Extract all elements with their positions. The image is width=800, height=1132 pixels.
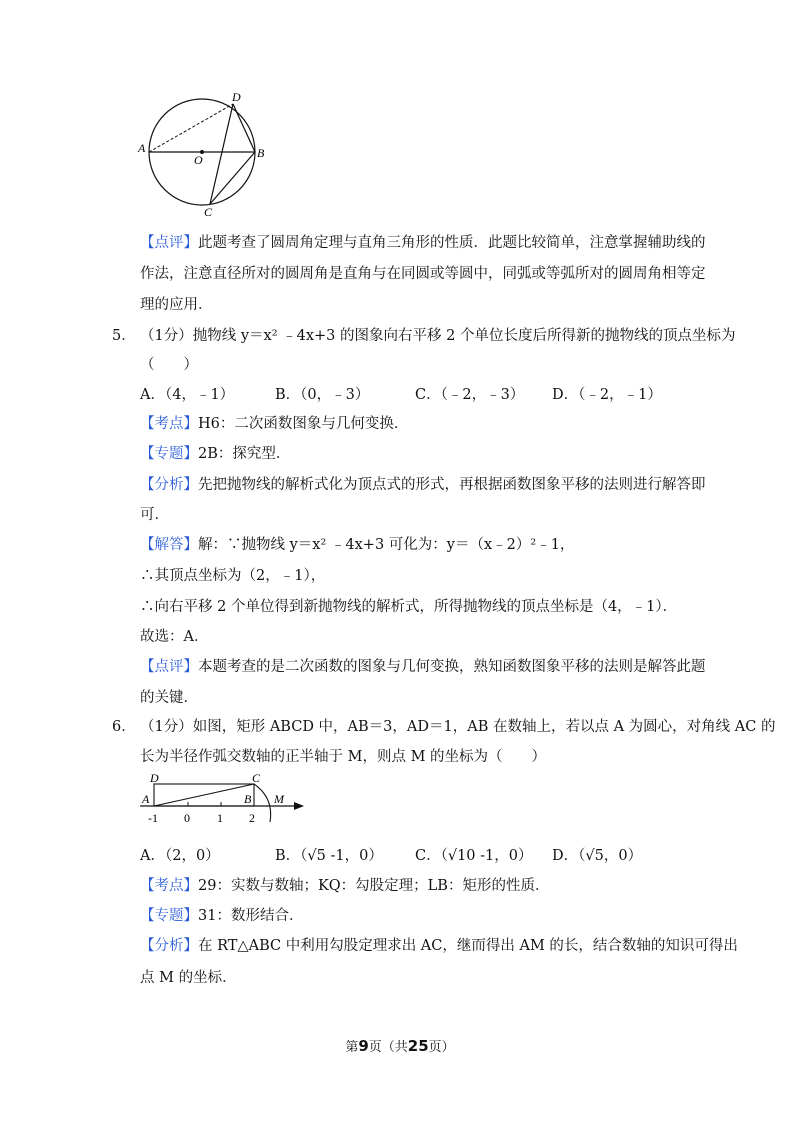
tick-label-0: 0 [184,811,190,825]
label-d: D [150,771,159,785]
q6-stem-line-1: （1分）如图，矩形 ABCD 中，AB＝3，AD＝1，AB 在数轴上，若以点 A 为圆心，对角线 AC 的 [140,719,776,735]
zhuanti-text: 31：数形结合． [198,908,304,924]
label-c: C [252,771,261,785]
axis-arrow [294,802,304,810]
label-d: D [232,90,241,104]
zhuanti-tag: 【专题】 [140,446,198,462]
dashed-ad [149,104,233,152]
comment-tag: 【点评】 [140,235,198,251]
dianping-tag: 【点评】 [140,659,198,675]
q4-comment-line-2: 作法，注意直径所对的圆周角是直角与在同圆或等圆中，同弧或等弧所对的圆周角相等定 [140,266,706,282]
kaodian-text: H6：二次函数图象与几何变换． [198,416,409,432]
jieda-text: 解：∵抛物线 y＝x² ﹣4x+3 可化为：y＝（x﹣2）²﹣1， [198,537,575,553]
comment-text: 此题考查了圆周角定理与直角三角形的性质．此题比较简单，注意掌握辅助线的 [198,235,706,251]
q5-fenxi-line-1 [140,475,706,495]
label-o: O [194,153,203,167]
q4-comment-line-1 [140,233,706,253]
q5-option-b: B．（0，﹣3） [275,387,370,403]
footer-mid: 页（共 [368,1040,408,1055]
label-b: B [244,792,252,806]
kaodian-tag: 【考点】 [140,416,198,432]
jieda-tag: 【解答】 [140,537,198,553]
q4-comment-line-3: 理的应用． [140,297,213,313]
label-b: B [257,146,265,160]
diagonal-ac [154,784,254,806]
circle-diagram [130,88,280,218]
dianping-text: 本题考查的是二次函数的图象与几何变换，熟知函数图象平移的法则是解答此题 [198,659,706,675]
label-m: M [274,792,284,806]
tick-label-2: 2 [249,811,255,825]
q5-zhuanti [140,444,290,464]
fenxi-text: 在 RT△ABC 中利用勾股定理求出 AC，继而得出 AM 的长，结合数轴的知识可得出 [198,938,738,954]
q5-option-c: C．（﹣2，﹣3） [415,387,525,403]
q5-option-d: D．（﹣2，﹣1） [552,387,662,403]
label-a: A [142,792,150,806]
q6-option-b: B．（√5 -1，0） [275,848,383,864]
q6-fenxi-line-2: 点 M 的坐标． [140,970,237,986]
arc-cm [254,784,271,822]
kaodian-tag: 【考点】 [140,878,198,894]
footer-prefix: 第 [345,1040,359,1055]
q6-zhuanti [140,906,303,926]
q6-fenxi-line-1 [140,936,738,956]
page-footer [0,1036,800,1055]
q5-fenxi-line-2: 可． [140,507,169,523]
q5-jieda-line-2: ∴其顶点坐标为（2，﹣1）， [140,568,326,584]
q5-dianping-line-2: 的关键． [140,690,198,706]
segment-db [233,104,255,152]
kaodian-text: 29：实数与数轴；KQ：勾股定理；LB：矩形的性质． [198,878,550,894]
label-a: A [138,141,146,155]
label-c: C [204,205,213,218]
number-line-diagram [136,770,311,830]
zhuanti-text: 2B：探究型． [198,446,291,462]
q5-jieda-line-1 [140,535,574,555]
footer-suffix: 页） [428,1040,455,1055]
zhuanti-tag: 【专题】 [140,908,198,924]
q5-stem-line-1: （1分）抛物线 y＝x² ﹣4x+3 的图象向右平移 2 个单位长度后所得新的抛物线的顶点坐标为 [140,328,736,344]
fenxi-text: 先把抛物线的解析式化为顶点式的形式，再根据函数图象平移的法则进行解答即 [198,477,706,493]
q5-stem-line-2: （ ） [140,357,198,373]
q6-option-a: A．（2，0） [140,848,220,864]
q5-jieda-line-4: 故选：A． [140,629,209,645]
q5-kaodian [140,414,408,434]
segment-dc [210,104,233,204]
tick-label-minus1: -1 [148,811,158,825]
q6-option-d: D．（√5，0） [552,848,643,864]
q6-number: 6． [112,719,136,735]
q6-option-c: C．（√10 -1，0） [415,848,533,864]
q6-stem-line-2: 长为半径作弧交数轴的正半轴于 M，则点 M 的坐标为（ ） [140,749,547,765]
fenxi-tag: 【分析】 [140,938,198,954]
q5-dianping-line-1 [140,657,706,677]
footer-total-pages: 25 [407,1037,429,1055]
fenxi-tag: 【分析】 [140,477,198,493]
q5-jieda-line-3: ∴向右平移 2 个单位得到新抛物线的解析式，所得抛物线的顶点坐标是（4，﹣1）． [140,599,678,615]
tick-label-1: 1 [217,811,223,825]
q5-option-a: A．（4，﹣1） [140,387,235,403]
q6-kaodian [140,876,549,896]
q5-number: 5． [112,328,136,344]
footer-page-number: 9 [358,1037,369,1055]
